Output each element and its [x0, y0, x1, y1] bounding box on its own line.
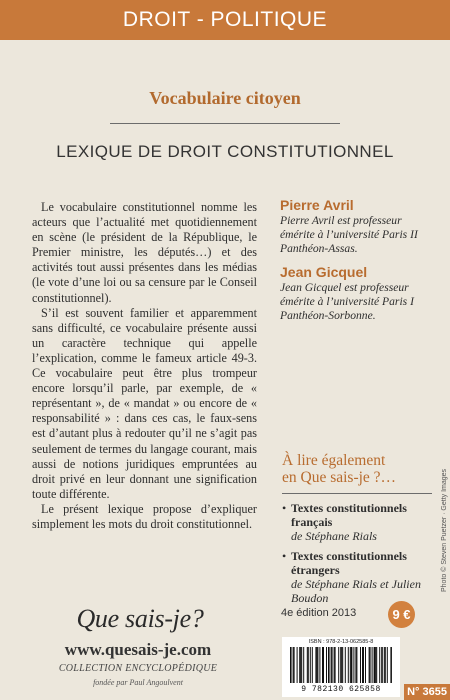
barcode-bar: [390, 647, 391, 683]
barcode-bar: [301, 647, 302, 683]
barcode-bar: [360, 647, 361, 683]
barcode-bar: [372, 647, 373, 683]
barcode-bar: [345, 647, 346, 683]
barcode-bar: [341, 647, 342, 683]
barcode-bar: [370, 647, 371, 683]
barcode-bar: [351, 647, 353, 683]
see-also-heading-line: À lire également: [282, 452, 386, 469]
author-name: Jean Gicquel: [280, 263, 368, 280]
barcode-bar: [299, 647, 300, 683]
series-number-badge: N° 3655: [404, 684, 450, 700]
barcode-bar: [297, 647, 298, 683]
barcode-bar: [340, 647, 341, 683]
description-paragraph: Le vocabulaire constitutionnel nomme les acteurs que l’actualité met quotidiennement en scène (le président de la République, le Premier ministre, les députés…) et des activités tout aussi présentes dans les médias (le vote d’une loi ou sa censure par le Conseil constitutionnel).: [32, 200, 257, 305]
description-paragraph: Le présent lexique propose d’expliquer simplement les mots du droit constitutionnel.: [32, 501, 257, 531]
barcode-bar: [379, 647, 380, 683]
publisher-website: www.quesais-je.com: [64, 640, 212, 659]
barcode-bar: [355, 647, 356, 683]
see-also-divider: [282, 493, 432, 494]
barcode-bar: [375, 647, 376, 683]
barcode-bar: [374, 647, 376, 683]
barcode-bar: [312, 647, 313, 683]
barcode-bar: [376, 647, 377, 683]
related-author: de Stéphane Rials et Julien Boudon: [291, 577, 421, 605]
bullet: •: [282, 501, 287, 515]
publisher-logo: Que sais-je?: [76, 604, 204, 633]
author-bio: Pierre Avril est professeur émérite à l’université Paris II Panthéon-Assas.: [280, 214, 418, 256]
barcode-bar: [387, 647, 388, 683]
barcode-bar: [338, 647, 339, 683]
barcode-bar: [326, 647, 327, 683]
barcode-bar: [328, 647, 330, 683]
barcode-bar: [334, 647, 335, 683]
title-divider: [110, 123, 340, 124]
barcode-digits: 9 782130 625858: [301, 685, 381, 694]
barcode-bar: [381, 647, 383, 683]
see-also-section: [282, 452, 432, 611]
barcode-bar: [308, 647, 309, 683]
barcode-bar: [356, 647, 357, 683]
barcode-bar: [303, 647, 304, 683]
barcode-bar: [369, 647, 370, 683]
founder-label: fondée par Paul Angoulvent: [93, 678, 183, 687]
author-bio: Jean Gicquel est professeur émérite à l’université Paris I Panthéon-Sorbonne.: [280, 280, 414, 323]
barcode-bar: [300, 647, 301, 683]
related-author: de Stéphane Rials: [291, 529, 377, 543]
barcode-bar: [342, 647, 343, 683]
barcode-bar: [307, 647, 308, 683]
barcode-bar: [362, 647, 363, 683]
barcode-bar: [310, 647, 311, 683]
barcode-bar: [391, 647, 392, 683]
barcode-bar: [385, 647, 386, 683]
bullet: •: [282, 549, 287, 563]
barcode-bar: [315, 647, 316, 683]
barcode-bar: [350, 647, 351, 683]
barcode-bar: [348, 647, 349, 683]
barcode-bar: [331, 647, 332, 683]
photo-credit: Photo © Steven Puetzer · Getty Images: [441, 468, 448, 592]
barcode-bar: [332, 647, 333, 683]
barcode-bar: [353, 647, 354, 683]
category-label: DROIT - POLITIQUE: [122, 8, 328, 31]
category-band: [0, 0, 450, 40]
collection-label: COLLECTION ENCYCLOPÉDIQUE: [58, 663, 218, 674]
related-title: Textes constitutionnels étrangers: [291, 549, 407, 577]
see-also-heading-line: en Que sais-je ?…: [282, 469, 397, 486]
barcode-bar: [317, 647, 318, 683]
author-section: [280, 196, 430, 329]
description-paragraph: S’il est souvent familier et apparemment sans difficulté, ce vocabulaire présente aussi un caractère technique qui appelle l’explication, comme le fameux article 49-3. Ce vocabulaire peut être plus trompeur encore lorsqu’il parle, par exemple, de « représentant », de « mandat » ou encore de « responsabilité » : dans ces cas, le faux-sens est d’autant plus à redouter qu’il ne s’agit pas seulement de termes du langage courant, mais aussi de notions juridiques empruntées au droit privé en leur donnant une signification toute différente.: [32, 305, 257, 501]
barcode-bar: [294, 647, 295, 683]
barcode-bar: [365, 647, 366, 683]
barcode: [282, 637, 400, 697]
related-title: Textes constitutionnels français: [291, 501, 407, 529]
barcode-bar: [319, 647, 320, 683]
barcode-bar: [363, 647, 364, 683]
barcode-bar: [290, 647, 292, 683]
barcode-bar: [384, 647, 385, 683]
barcode-bar: [316, 647, 317, 683]
barcode-bar: [293, 647, 294, 683]
barcode-bar: [322, 647, 323, 683]
see-also-heading: [282, 452, 432, 486]
author-name: Pierre Avril: [280, 197, 354, 213]
barcode-bars: [290, 647, 392, 683]
related-title-item: [282, 501, 432, 543]
isbn-label: ISBN : 978-2-13-062585-8: [308, 639, 374, 645]
price-badge: 9 €: [388, 601, 415, 628]
barcode-bar: [323, 647, 324, 683]
related-title-item: [282, 549, 432, 605]
description-text: [32, 200, 257, 532]
book-title: LEXIQUE DE DROIT CONSTITUTIONNEL: [56, 142, 394, 161]
edition-label: 4e édition 2013: [281, 607, 357, 619]
series-title: Vocabulaire citoyen: [149, 88, 301, 108]
barcode-bar: [335, 647, 336, 683]
